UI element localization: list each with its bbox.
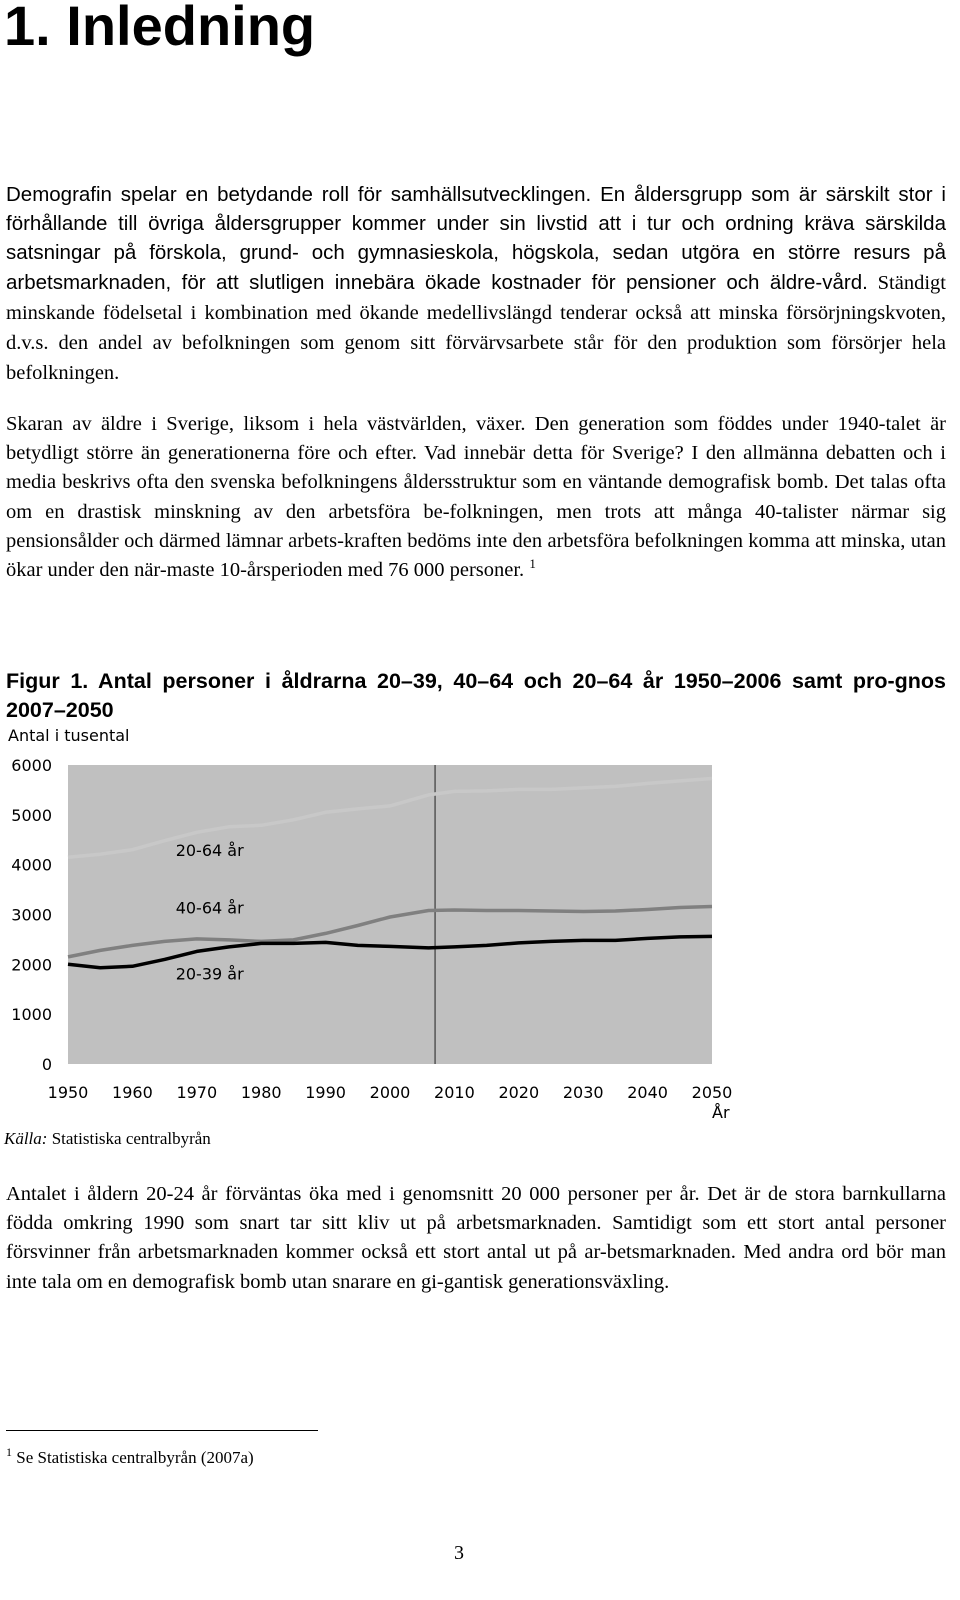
y-tick-label: 0 (41, 1055, 52, 1074)
x-tick-label: 1970 (176, 1083, 218, 1102)
paragraph-intro (6, 180, 946, 388)
footnote-divider (6, 1430, 318, 1431)
paragraph-aging-text: Skaran av äldre i Sverige, liksom i hela västvärlden, växer. Den generation som föddes under 1940-talet är betydligt större än generationerna före och efter. Vad innebär detta för Sverige? I den allmänna debatten och i media beskrivs ofta den svenska befolkningens åldersstruktur som en väntande demografisk bomb. Det talas ofta om en drastisk minskning av den arbetsföra be-folkningen, men trots att många 40-talister närmar sig pensionsålder och därmed lämnar arbets-kraften bedöms inte den arbetsföra befolkningen komma att minska, utan ökar under den när-maste 10-årsperioden med 76 000 personer. (6, 413, 946, 582)
source-label: Källa: (4, 1129, 48, 1148)
series-label: 20-64 år (175, 841, 244, 861)
y-tick-label: 3000 (11, 905, 52, 925)
paragraph-intro-part2: Ständigt minskande födelsetal i kombination med ökande medellivslängd tenderar också att minska försörjningskvoten, d.v.s. den andel av befolkningen som genom sitt förvärvsarbete står för den produktion som försörjer hela befolkningen. (6, 271, 946, 385)
plot-area (68, 765, 712, 1064)
footnote-text: Se Statistiska centralbyrån (2007a) (12, 1448, 254, 1467)
x-tick-label: 1960 (112, 1083, 153, 1102)
x-tick-label: 1980 (240, 1083, 282, 1102)
figure-source (4, 1128, 211, 1150)
footnote-number: 1 (6, 1445, 12, 1459)
footnote-reference[interactable]: 1 (529, 556, 536, 572)
x-tick-label: 1990 (305, 1083, 346, 1102)
figure-title: Antal personer i åldrarna 20–39, 40–64 och 20–64 år 1950–2006 samt pro-gnos 2007–2050 (6, 669, 946, 722)
y-tick-label: 5000 (11, 805, 52, 825)
figure-label: Figur 1. (6, 669, 89, 693)
paragraph-aging (6, 410, 946, 585)
paragraph-intro-part1: Demografin spelar en betydande roll för samhällsutvecklingen. En åldersgrupp som är särskilt stor i förhållande till övriga åldersgrupper kommer under sin livstid att i tur och ordning kräva särskilda satsningar på förskola, grund- och gymnasieskola, högskola, sedan utgöra en större resurs på arbetsmarknaden, för att slutligen innebära ökade kostnader för pensioner och äldre-vård. (6, 183, 946, 294)
section-heading: 1. Inledning (4, 0, 316, 57)
series-label: 40-64 år (175, 898, 244, 918)
figure-caption (6, 667, 946, 725)
x-tick-label: 2050 (691, 1083, 733, 1102)
x-tick-label: 2010 (434, 1083, 475, 1102)
population-line-chart (0, 718, 760, 1128)
x-tick-label: 2030 (562, 1083, 604, 1102)
x-axis-title: År (712, 1103, 730, 1122)
y-tick-label: 4000 (11, 855, 52, 875)
x-tick-label: 2000 (369, 1083, 411, 1102)
footnote (6, 1446, 254, 1470)
source-text: Statistiska centralbyrån (47, 1129, 211, 1148)
paragraph-conclusion: Antalet i åldern 20-24 år förväntas öka med i genomsnitt 20 000 personer per år. Det är de stora barnkullarna födda omkring 1990 som snart tar sitt kliv ut på arbetsmarknaden. Samtidigt som ett stort antal personer försvinner från arbetsmarknaden kommer också ett stort antal ut på ar-betsmarknaden. Med andra ord bör man inte tala om en demografisk bomb utan snarare en gi-gantisk generationsväxling. (6, 1183, 946, 1293)
x-tick-label: 1950 (47, 1083, 89, 1102)
y-tick-label: 6000 (11, 756, 52, 775)
series-label: 20-39 år (175, 964, 244, 984)
y-tick-label: 1000 (11, 1005, 52, 1025)
page-number: 3 (454, 1542, 464, 1564)
y-tick-label: 2000 (11, 955, 52, 975)
y-axis-title: Antal i tusental (8, 726, 130, 745)
x-tick-label: 2020 (498, 1083, 540, 1102)
x-tick-label: 2040 (627, 1083, 668, 1102)
